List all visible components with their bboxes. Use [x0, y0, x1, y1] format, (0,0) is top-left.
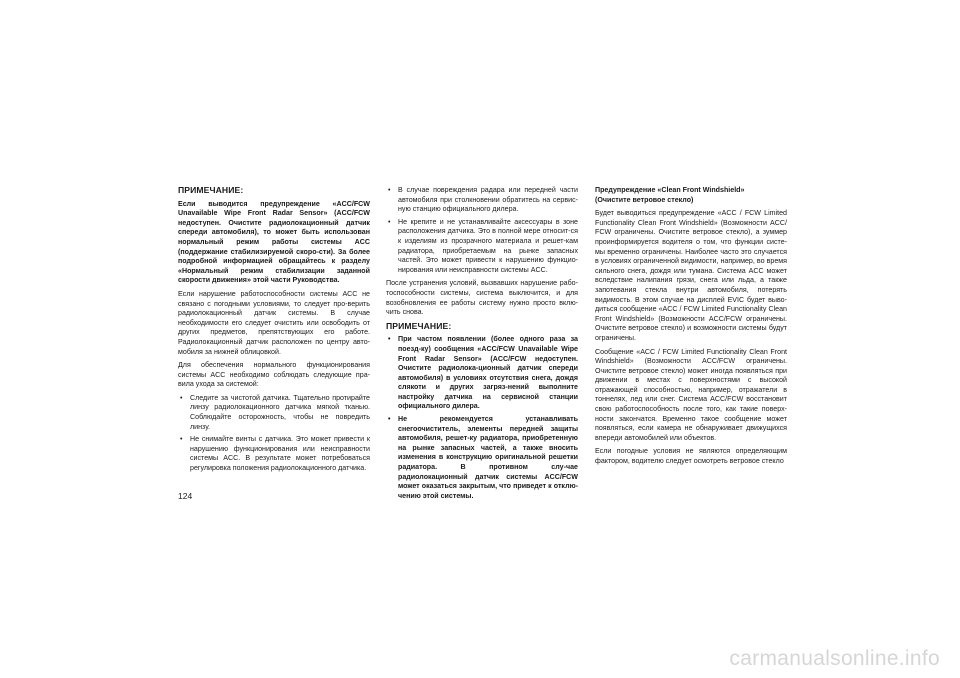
list-item: • Не крепите и не устанавливайте аксессуары в зоне расположения датчика. Это в полной мере относит-ся к изделиям из прозрачного материала и решет-кам радиатора, приобретаемым на рынке запасных частей. Это может привести к нарушению функцио-нирования или неисправности системы ACC. [386, 218, 578, 276]
column-right [595, 186, 787, 471]
list-item: • В случае повреждения радара или передней части автомобиля при столкновении обратитесь на сервис-ную станцию официального дилера. [386, 186, 578, 215]
section-heading-line: Предупреждение «Clean Front Windshield» [595, 186, 745, 194]
section-heading-line: (Очистите ветровое стекло) [595, 195, 694, 204]
list-item: • Следите за чистотой датчика. Тщательно протирайте линзу радиолокационного датчика мягкой тканью. Соблюдайте осторожность, чтобы не повредить линзу. [178, 394, 370, 432]
column-middle [386, 186, 578, 505]
paragraph: Если нарушение работоспособности системы ACC не связано с погодными условиями, то следует про-верить радиолокационный датчик системы. В случае необходимости его следует очистить или освободить от других предметов, препятствующих его работе. Радиолокационный датчик расположен по центру авто-мобиля за нижней облицовкой. [178, 289, 370, 356]
list-item: • Не рекомендуется устанавливать снегоочиститель, элементы передней защиты автомобиля, решет-ку радиатора, приобретенную на рынке запасных частей, а также вносить изменения в конструкцию оригинальной решетки радиатора. В противном слу-чае радиолокационный датчик системы ACC/FCW может оказаться закрытым, что приведет к отклю-чению этой системы. [386, 415, 578, 501]
paragraph: Сообщение «ACC / FCW Limited Functionality Clean Front Windshield» (Возможности ACC/FCW ограничены. Очистите ветровое стекло) может иногда появляться при движении в местах с поверхностями с высокой отражающей способностью, например, отражатели в тоннелях, лед или снег. Система ACC/FCW восстановит свою работоспособность после того, как такие поверх-ности закончатся. Временно такое сообщение может появляться, если камера не обнаруживает движущихся впереди автомобилей или объектов. [595, 347, 787, 442]
watermark-footer: carmanualsonline.info [729, 647, 940, 670]
page-number: 124 [178, 491, 193, 501]
note-text: Если выводится предупреждение «ACC/FCW Unavailable Wipe Front Radar Sensor» (ACC/FCW недоступен. Очистите радиолокационный датчик спереди автомобиля), то может быть использован нормальный режим работы системы ACC (поддержание стабилизируемой скоро-сти). За более подробной информацией обращайтесь к разделу «Нормальный режим стабилизации заданной скорости движения» этой части Руководства. [178, 199, 370, 285]
note-bullet-list [386, 335, 578, 501]
bullet-list [386, 186, 578, 275]
paragraph: После устранения условий, вызвавших нарушение рабо-тоспособности системы, система выключится, и для возобновления ее работы систему нужно просто вклю-чить снова. [386, 279, 578, 317]
bullet-list [178, 394, 370, 474]
note-heading: ПРИМЕЧАНИЕ: [178, 185, 244, 195]
paragraph: Для обеспечения нормального функционирования системы ACC необходимо соблюдать следующие пра-вила ухода за системой: [178, 361, 370, 389]
note-heading: ПРИМЕЧАНИЕ: [386, 320, 452, 331]
section-heading [595, 186, 787, 205]
list-item: • Не снимайте винты с датчика. Это может привести к нарушению функционирования или неисправности системы ACC. В результате может потребоваться регулировка положения радиолокационного датчика. [178, 435, 370, 473]
list-item: • При частом появлении (более одного раза за поезд-ку) сообщения «ACC/FCW Unavailable Wipe Front Radar Sensor» (ACC/FCW недоступен. Очистите радиолока-ционный датчик спереди автомобиля) в условиях отсутствия снега, дождя слякоти и других загряз-нений выполните настройку датчика на сервисной станции официального дилера. [386, 335, 578, 412]
column-left [178, 186, 370, 478]
paragraph: Будет выводиться предупреждение «ACC / FCW Limited Functionality Clean Front Windshield» (Возможности ACC/ FCW ограничены. Очистите ветровое стекло), а зуммер проинформируется водителя о том, что функции систе-мы временно ограничены. Наиболее часто это случается в условиях ограниченной видимости, например, во время сильного снега, дождя или тумана. Система ACC может вследствие налипания грязи, снега или льда, а также запотевания стекла внутри автомобиля, потерять видимость. В этом случае на дисплей EVIC будет выво-диться сообщение «ACC / FCW Limited Functionality Clean Front Windshield» (Возможности ACC/FCW ограничены. Очистите ветровое стекло) и возможности системы будут ограничены. [595, 209, 787, 342]
paragraph: Если погодные условия не являются определяющим фактором, водителю следует осмотреть ветровое стекло [595, 447, 787, 466]
